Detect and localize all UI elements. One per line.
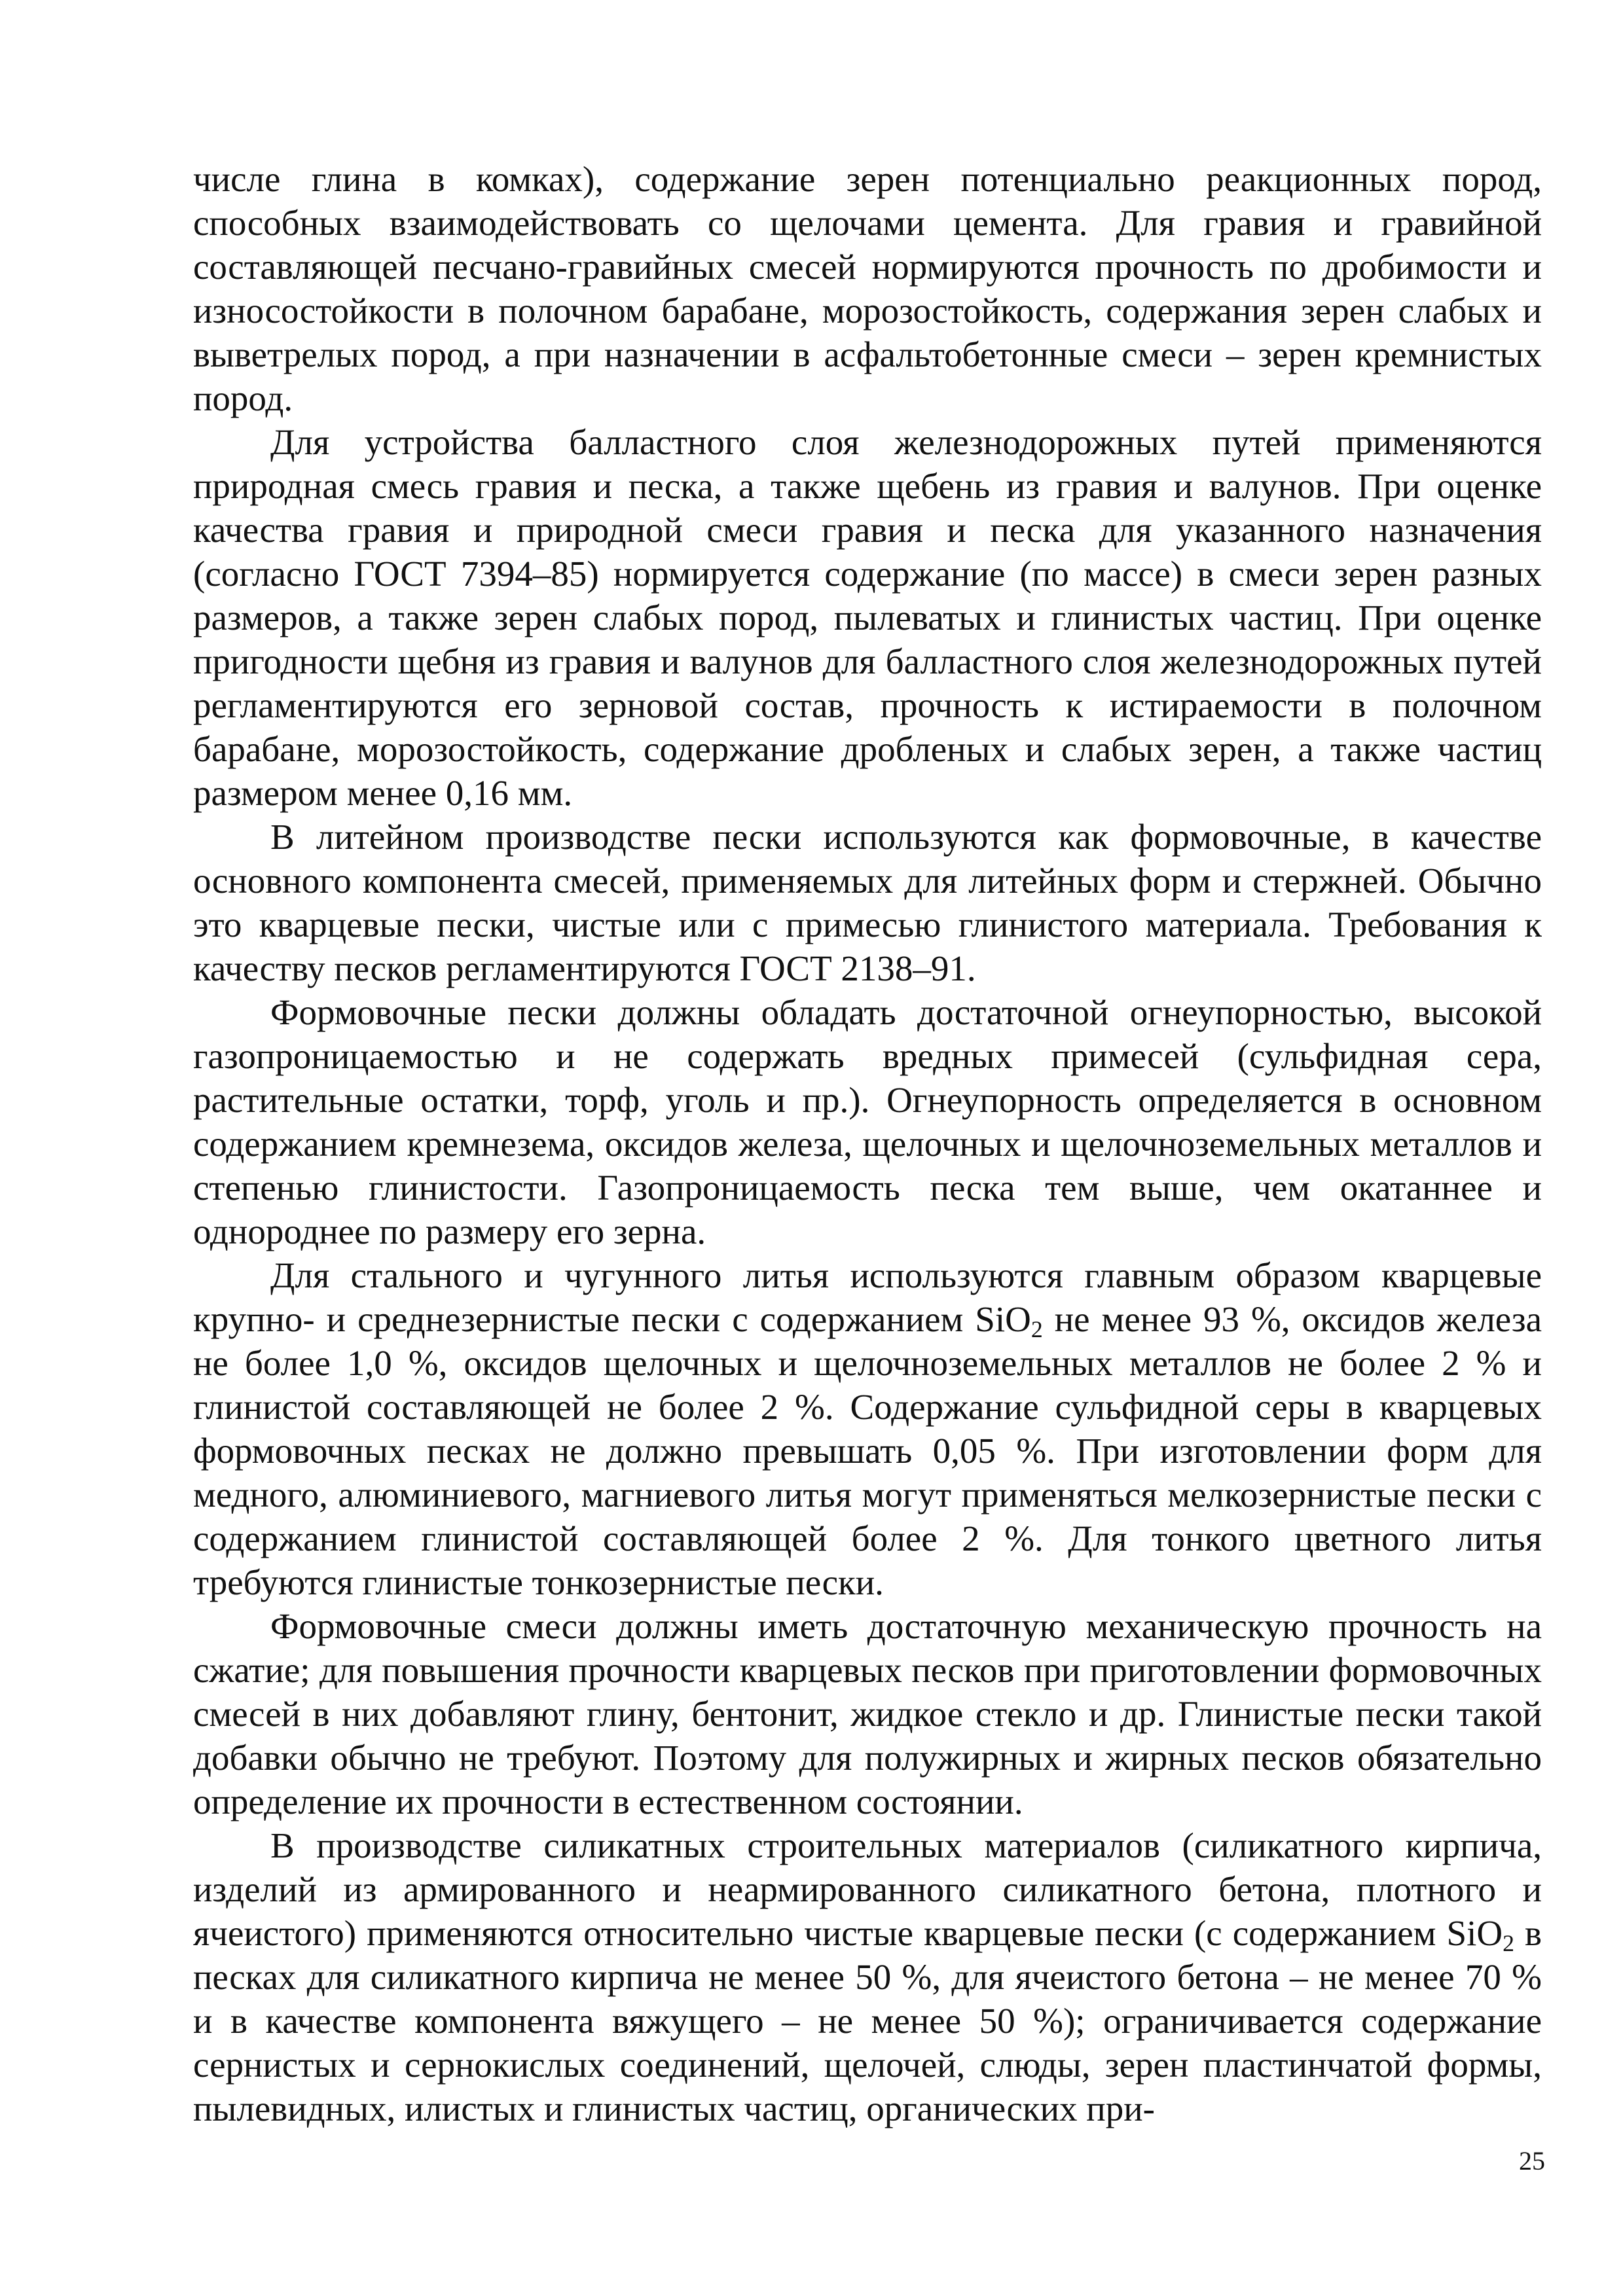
- document-body: [193, 157, 1542, 2130]
- paragraph: [193, 1823, 1542, 2130]
- paragraph-text: Формовочные смеси должны иметь достаточную механическую прочность на сжатие; для повышения прочности кварцевых песков при приготовлении формовочных смесей в них добавляют глину, бентонит, жидкое стекло и др. Глинистые пески такой добавки обычно не требуют. Поэтому для полужирных и жирных песков обязательно определение их прочности в естественном состоянии.: [193, 1606, 1542, 1821]
- paragraph: [193, 815, 1542, 990]
- paragraph: [193, 420, 1542, 815]
- paragraph-text: не менее 93 %, оксидов железа не более 1,0 %, оксидов щелочных и щелочноземельных металлов не более 2 % и глинистой составляющей не более 2 %. Содержание сульфидной серы в кварцевых формовочных песках не должно превышать 0,05 %. При изготовлении форм для медного, алюминиевого, магниевого литья могут применяться мелкозернистые пески с содержанием глинистой составляющей более 2 %. Для тонкого цветного литья требуются глинистые тонкозернистые пески.: [193, 1299, 1542, 1602]
- paragraph-text: В производстве силикатных строительных материалов (силикатного кирпича, изделий из армированного и неармированного силикатного бетона, плотного и ячеистого) применяются относительно чистые кварцевые пески (с содержанием SiO: [193, 1825, 1542, 1953]
- subscript-text: 2: [1030, 1316, 1043, 1342]
- subscript-text: 2: [1503, 1929, 1514, 1956]
- paragraph-text: Формовочные пески должны обладать достаточной огнеупорностью, высокой газопроницаемостью и не содержать вредных примесей (сульфидная сера, растительные остатки, торф, уголь и пр.). Огнеупорность определяется в основном содержанием кремнезема, оксидов железа, щелочных и щелочноземельных металлов и степенью глинистости. Газопроницаемость песка тем выше, чем окатаннее и однороднее по размеру его зерна.: [193, 992, 1542, 1251]
- paragraph-text: Для устройства балластного слоя железнодорожных путей применяются природная смесь гравия и песка, а также щебень из гравия и валунов. При оценке качества гравия и природной смеси гравия и песка для указанного назначения (согласно ГОСТ 7394–85) нормируется содержание (по массе) в смеси зерен разных размеров, а также зерен слабых пород, пылеватых и глинистых частиц. При оценке пригодности щебня из гравия и валунов для балластного слоя железнодорожных путей регламентируются его зерновой состав, прочность к истираемости в полочном барабане, морозостойкость, содержание дробленых и слабых зерен, а также частиц размером менее 0,16 мм.: [193, 422, 1542, 813]
- page-number: 25: [1519, 2146, 1545, 2176]
- paragraph-text: в песках для силикатного кирпича не менее 50 %, для ячеистого бетона – не менее 70 % и в качестве компонента вяжущего – не менее 50 %); ограничивается содержание сернистых и сернокислых соединений, щелочей, слюды, зерен пластинчатой формы, пылевидных, илистых и глинистых частиц, органических при-: [193, 1913, 1542, 2128]
- paragraph: [193, 990, 1542, 1253]
- paragraph: [193, 157, 1542, 420]
- paragraph: [193, 1604, 1542, 1823]
- paragraph-text: числе глина в комках), содержание зерен потенциально реакционных пород, способных взаимодействовать со щелочами цемента. Для гравия и гравийной составляющей песчано-гравийных смесей нормируются прочность по дробимости и износостойкости в полочном барабане, морозостойкость, содержания зерен слабых и выветрелых пород, а при назначении в асфальтобетонные смеси – зерен кремнистых пород.: [193, 159, 1542, 418]
- paragraph-text: Для стального и чугунного литья используются главным образом кварцевые крупно- и среднезернистые пески с содержанием SiO: [193, 1255, 1542, 1339]
- paragraph-text: В литейном производстве пески используются как формовочные, в качестве основного компонента смесей, применяемых для литейных форм и стержней. Обычно это кварцевые пески, чистые или с примесью глинистого материала. Требования к качеству песков регламентируются ГОСТ 2138–91.: [193, 817, 1542, 988]
- paragraph: [193, 1253, 1542, 1604]
